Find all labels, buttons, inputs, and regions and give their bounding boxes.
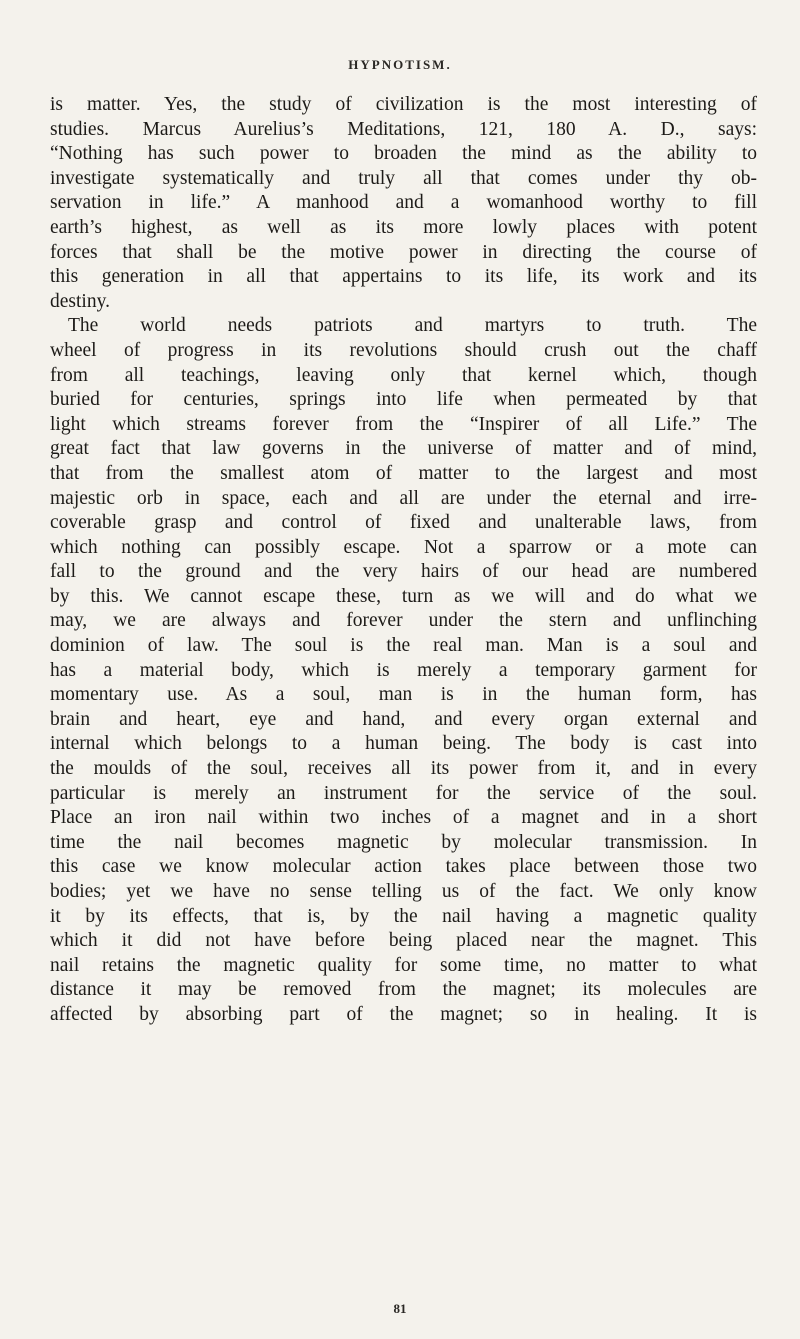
text-line: has a material body, which is merely a temporary garment for xyxy=(50,659,757,681)
text-line: destiny. xyxy=(50,290,110,312)
text-line: forces that shall be the motive power in directing the course of xyxy=(50,241,757,263)
text-line: this generation in all that appertains to its life, its work and its xyxy=(50,266,757,288)
body-text xyxy=(50,93,757,1028)
text-line: The world needs patriots and martyrs to truth. The xyxy=(68,315,757,337)
text-line: “Nothing has such power to broaden the mind as the ability to xyxy=(50,143,757,165)
text-line: from all teachings, leaving only that kernel which, though xyxy=(50,364,757,386)
text-line: particular is merely an instrument for the service of the soul. xyxy=(50,782,757,804)
text-line: is matter. Yes, the study of civilization is the most interesting of xyxy=(50,94,757,115)
text-line: studies. Marcus Aurelius’s Meditations, 121, 180 A. D., says: xyxy=(50,118,757,140)
text-line: investigate systematically and truly all that comes under thy ob- xyxy=(50,167,757,189)
text-line: light which streams forever from the “Inspirer of all Life.” The xyxy=(50,413,757,435)
text-line: majestic orb in space, each and all are under the eternal and irre- xyxy=(50,487,757,509)
text-line: this case we know molecular action takes place between those two xyxy=(50,856,757,878)
text-line: servation in life.” A manhood and a womanhood worthy to fill xyxy=(50,192,757,214)
text-line: it by its effects, that is, by the nail having a magnetic quality xyxy=(50,905,757,927)
text-line: may, we are always and forever under the stern and unflinching xyxy=(50,610,757,632)
text-line: brain and heart, eye and hand, and every organ external and xyxy=(50,708,757,730)
text-line: wheel of progress in its revolutions should crush out the chaff xyxy=(50,339,757,361)
text-line: great fact that law governs in the universe of matter and of mind, xyxy=(50,438,757,460)
text-line: earth’s highest, as well as its more lowly places with potent xyxy=(50,216,757,238)
text-line: buried for centuries, springs into life when permeated by that xyxy=(50,389,757,411)
text-line: which it did not have before being placed near the magnet. This xyxy=(50,930,757,952)
text-line: coverable grasp and control of fixed and unalterable laws, from xyxy=(50,512,757,534)
text-line: momentary use. As a soul, man is in the human form, has xyxy=(50,684,757,706)
text-line: internal which belongs to a human being. The body is cast into xyxy=(50,733,757,755)
text-line: Place an iron nail within two inches of a magnet and in a short xyxy=(50,807,757,829)
text-line: bodies; yet we have no sense telling us of the fact. We only know xyxy=(50,881,757,902)
text-line: that from the smallest atom of matter to the largest and most xyxy=(50,462,757,484)
text-line: affected by absorbing part of the magnet; so in healing. It is xyxy=(50,1003,757,1025)
running-head: HYPNOTISM. xyxy=(348,57,452,72)
text-line: which nothing can possibly escape. Not a sparrow or a mote can xyxy=(50,536,757,558)
text-line: nail retains the magnetic quality for some time, no matter to what xyxy=(50,954,757,976)
text-line: fall to the ground and the very hairs of our head are numbered xyxy=(50,561,757,583)
text-line: the moulds of the soul, receives all its power from it, and in every xyxy=(50,758,757,780)
text-line: time the nail becomes magnetic by molecular transmission. In xyxy=(50,831,757,853)
text-line: dominion of law. The soul is the real man. Man is a soul and xyxy=(50,635,757,657)
text-line: distance it may be removed from the magnet; its molecules are xyxy=(50,979,757,1001)
text-line: by this. We cannot escape these, turn as we will and do what we xyxy=(50,585,757,607)
page-number: 81 xyxy=(393,1301,407,1316)
